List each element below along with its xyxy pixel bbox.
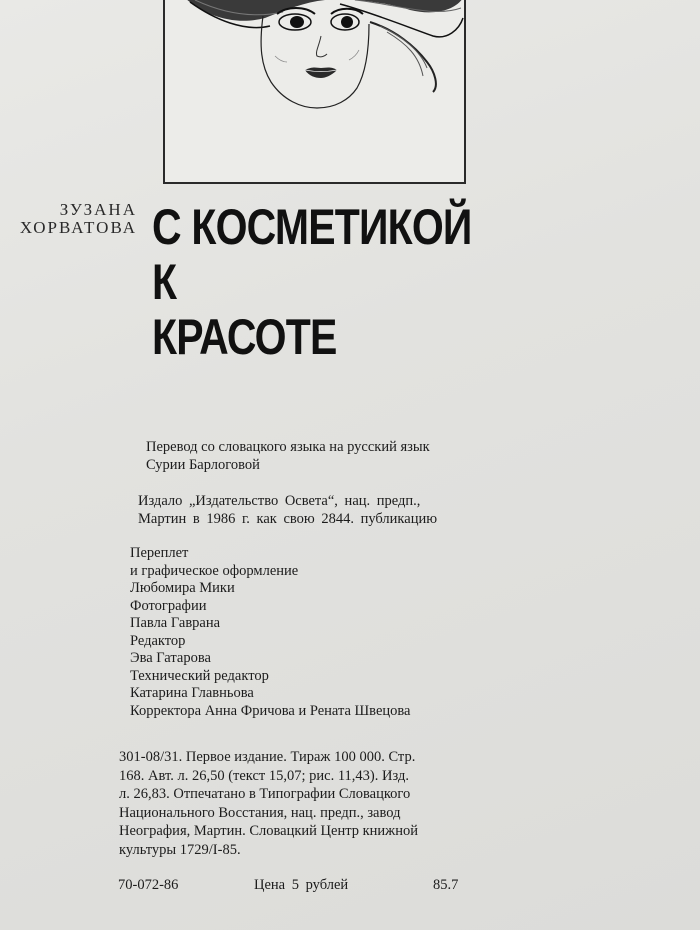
price-label: Цена 5 рублей [254, 877, 349, 893]
credit-line: Редактор [130, 632, 186, 649]
catalog-code: 70-072-86 [118, 877, 179, 893]
imprint-line: л. 26,83. Отпечатано в Типографии Словацкого [119, 786, 411, 802]
author-last-name: ХОРВАТОВА [19, 218, 137, 237]
text-line: Перевод со словацкого языка на русский язык [146, 439, 430, 455]
credit-line: и графическое оформление [130, 562, 299, 579]
translation-note [146, 438, 430, 474]
imprint-line: Национального Восстания, нац. предп., завод [119, 804, 401, 821]
title-line-2: К [152, 254, 177, 310]
credit-line: Павла Гаврана [130, 615, 221, 631]
imprint-line: культуры 1729/I-85. [119, 841, 241, 858]
text-line: Мартин в 1986 г. как свою 2844. публикацию [138, 511, 438, 527]
credit-line: Фотографии [130, 597, 207, 614]
index-number: 85.7 [433, 877, 459, 893]
imprint-line: 168. Авт. л. 26,50 (текст 15,07; рис. 11,43). Изд. [119, 767, 409, 784]
credit-line: Технический редактор [130, 667, 269, 684]
text-line: Сурии Барлоговой [146, 457, 260, 473]
imprint-line: 301-08/31. Первое издание. Тираж 100 000. Стр. [119, 749, 416, 765]
credit-line: Эва Гатарова [130, 650, 211, 666]
book-title [152, 200, 472, 365]
author-name [20, 201, 137, 237]
author-first-name: ЗУЗАНА [59, 200, 137, 219]
credit-line: Переплет [130, 545, 189, 561]
imprint-block [119, 748, 418, 859]
title-line-3: КРАСОТЕ [152, 309, 337, 365]
credit-line: Корректора Анна Фричова и Рената Швецова [130, 702, 411, 719]
title-line-1: С КОСМЕТИКОЙ [152, 199, 472, 255]
woman-face-drawing [165, 0, 466, 184]
text-line: Издало „Издательство Освета“, нац. предп., [138, 493, 421, 509]
publisher-note [138, 492, 437, 528]
imprint-line: Неография, Мартин. Словацкий Центр книжной [119, 823, 418, 839]
cover-illustration [163, 0, 466, 184]
credits-list [130, 545, 410, 720]
credit-line: Катарина Главньова [130, 685, 254, 701]
credit-line: Любомира Мики [130, 580, 235, 596]
